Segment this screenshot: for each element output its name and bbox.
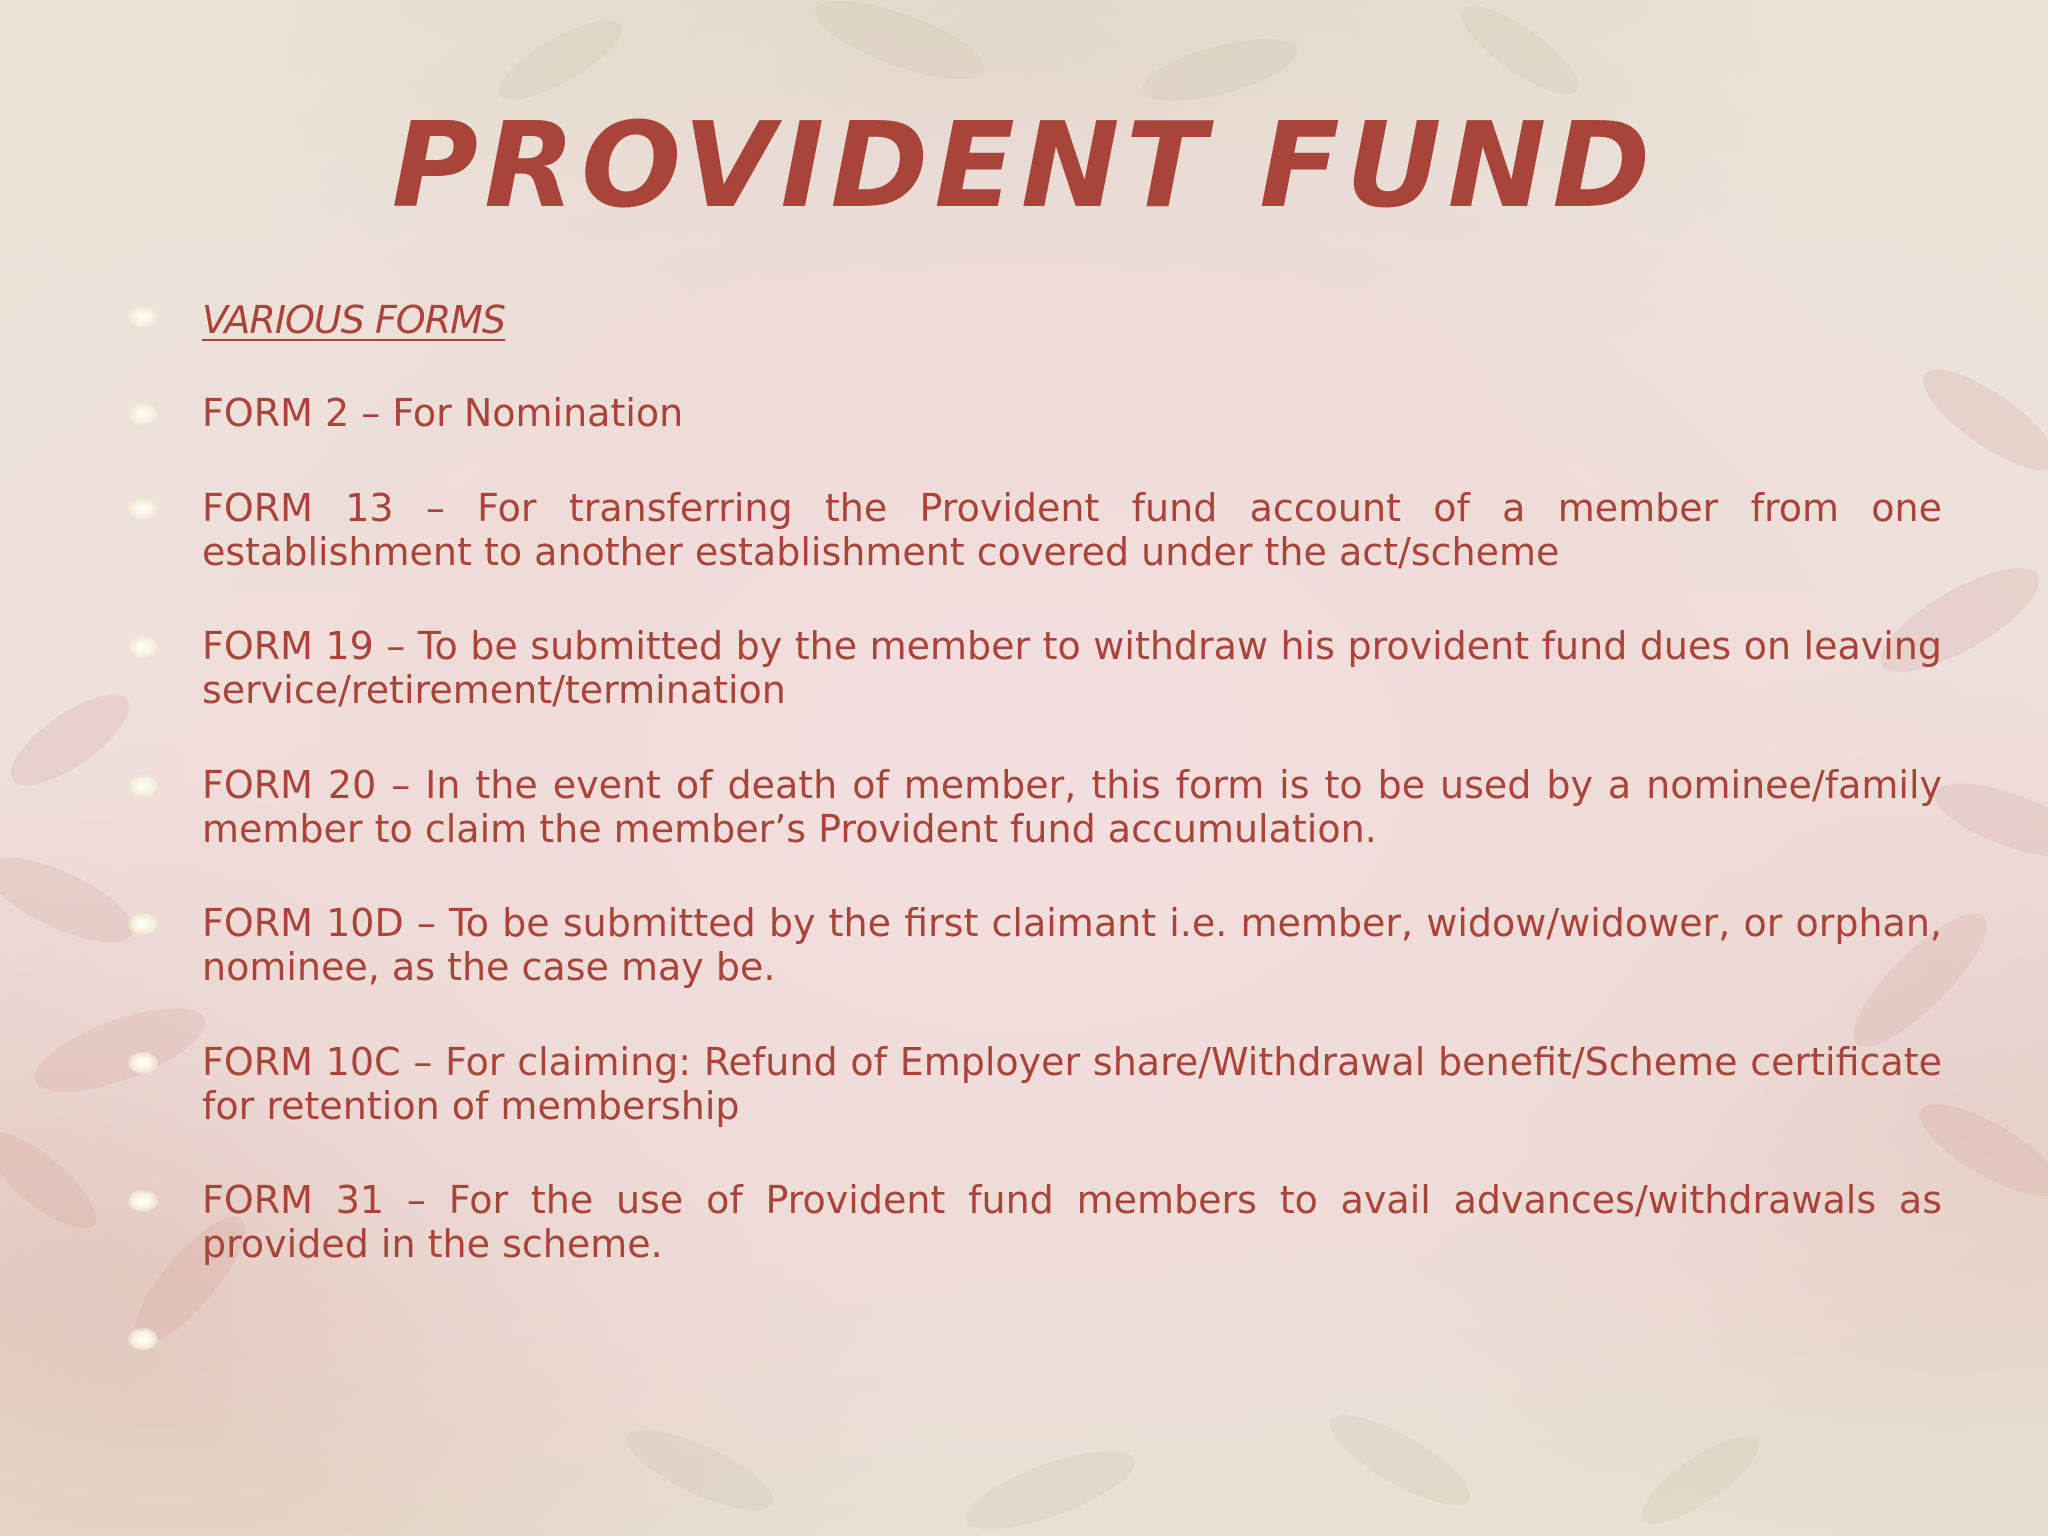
bullet-text: FORM 19 – To be submitted by the member to withdraw his provident fund dues on leaving service/retirement/termination — [202, 624, 1942, 712]
section-heading: VARIOUS FORMS — [202, 298, 506, 342]
bullet-icon — [128, 1190, 158, 1212]
bullet-icon — [128, 498, 158, 520]
bullet-text: FORM 2 – For Nomination — [202, 391, 684, 435]
bullet-icon — [128, 636, 158, 658]
bullet-icon — [128, 1328, 158, 1350]
bullet-icon — [128, 775, 158, 797]
bullet-text: FORM 20 – In the event of death of member, this form is to be used by a nominee/family member to claim the member’s Provident fund accumulation. — [202, 763, 1942, 851]
bullet-text: FORM 13 – For transferring the Provident fund account of a member from one establishment to another establishment covered under the act/scheme — [202, 486, 1942, 574]
bullet-text: FORM 10C – For claiming: Refund of Employer share/Withdrawal benefit/Scheme certificate for retention of membership — [202, 1040, 1942, 1128]
bullet-icon — [128, 1052, 158, 1074]
bullet-text: FORM 31 – For the use of Provident fund members to avail advances/withdrawals as provided in the scheme. — [202, 1178, 1942, 1266]
bullet-icon — [128, 403, 158, 425]
bullet-icon — [128, 913, 158, 935]
slide-title: PROVIDENT FUND — [391, 96, 1657, 234]
bullet-icon — [128, 306, 158, 328]
bullet-text: FORM 10D – To be submitted by the first claimant i.e. member, widow/widower, or orphan, nominee, as the case may be. — [202, 901, 1942, 989]
